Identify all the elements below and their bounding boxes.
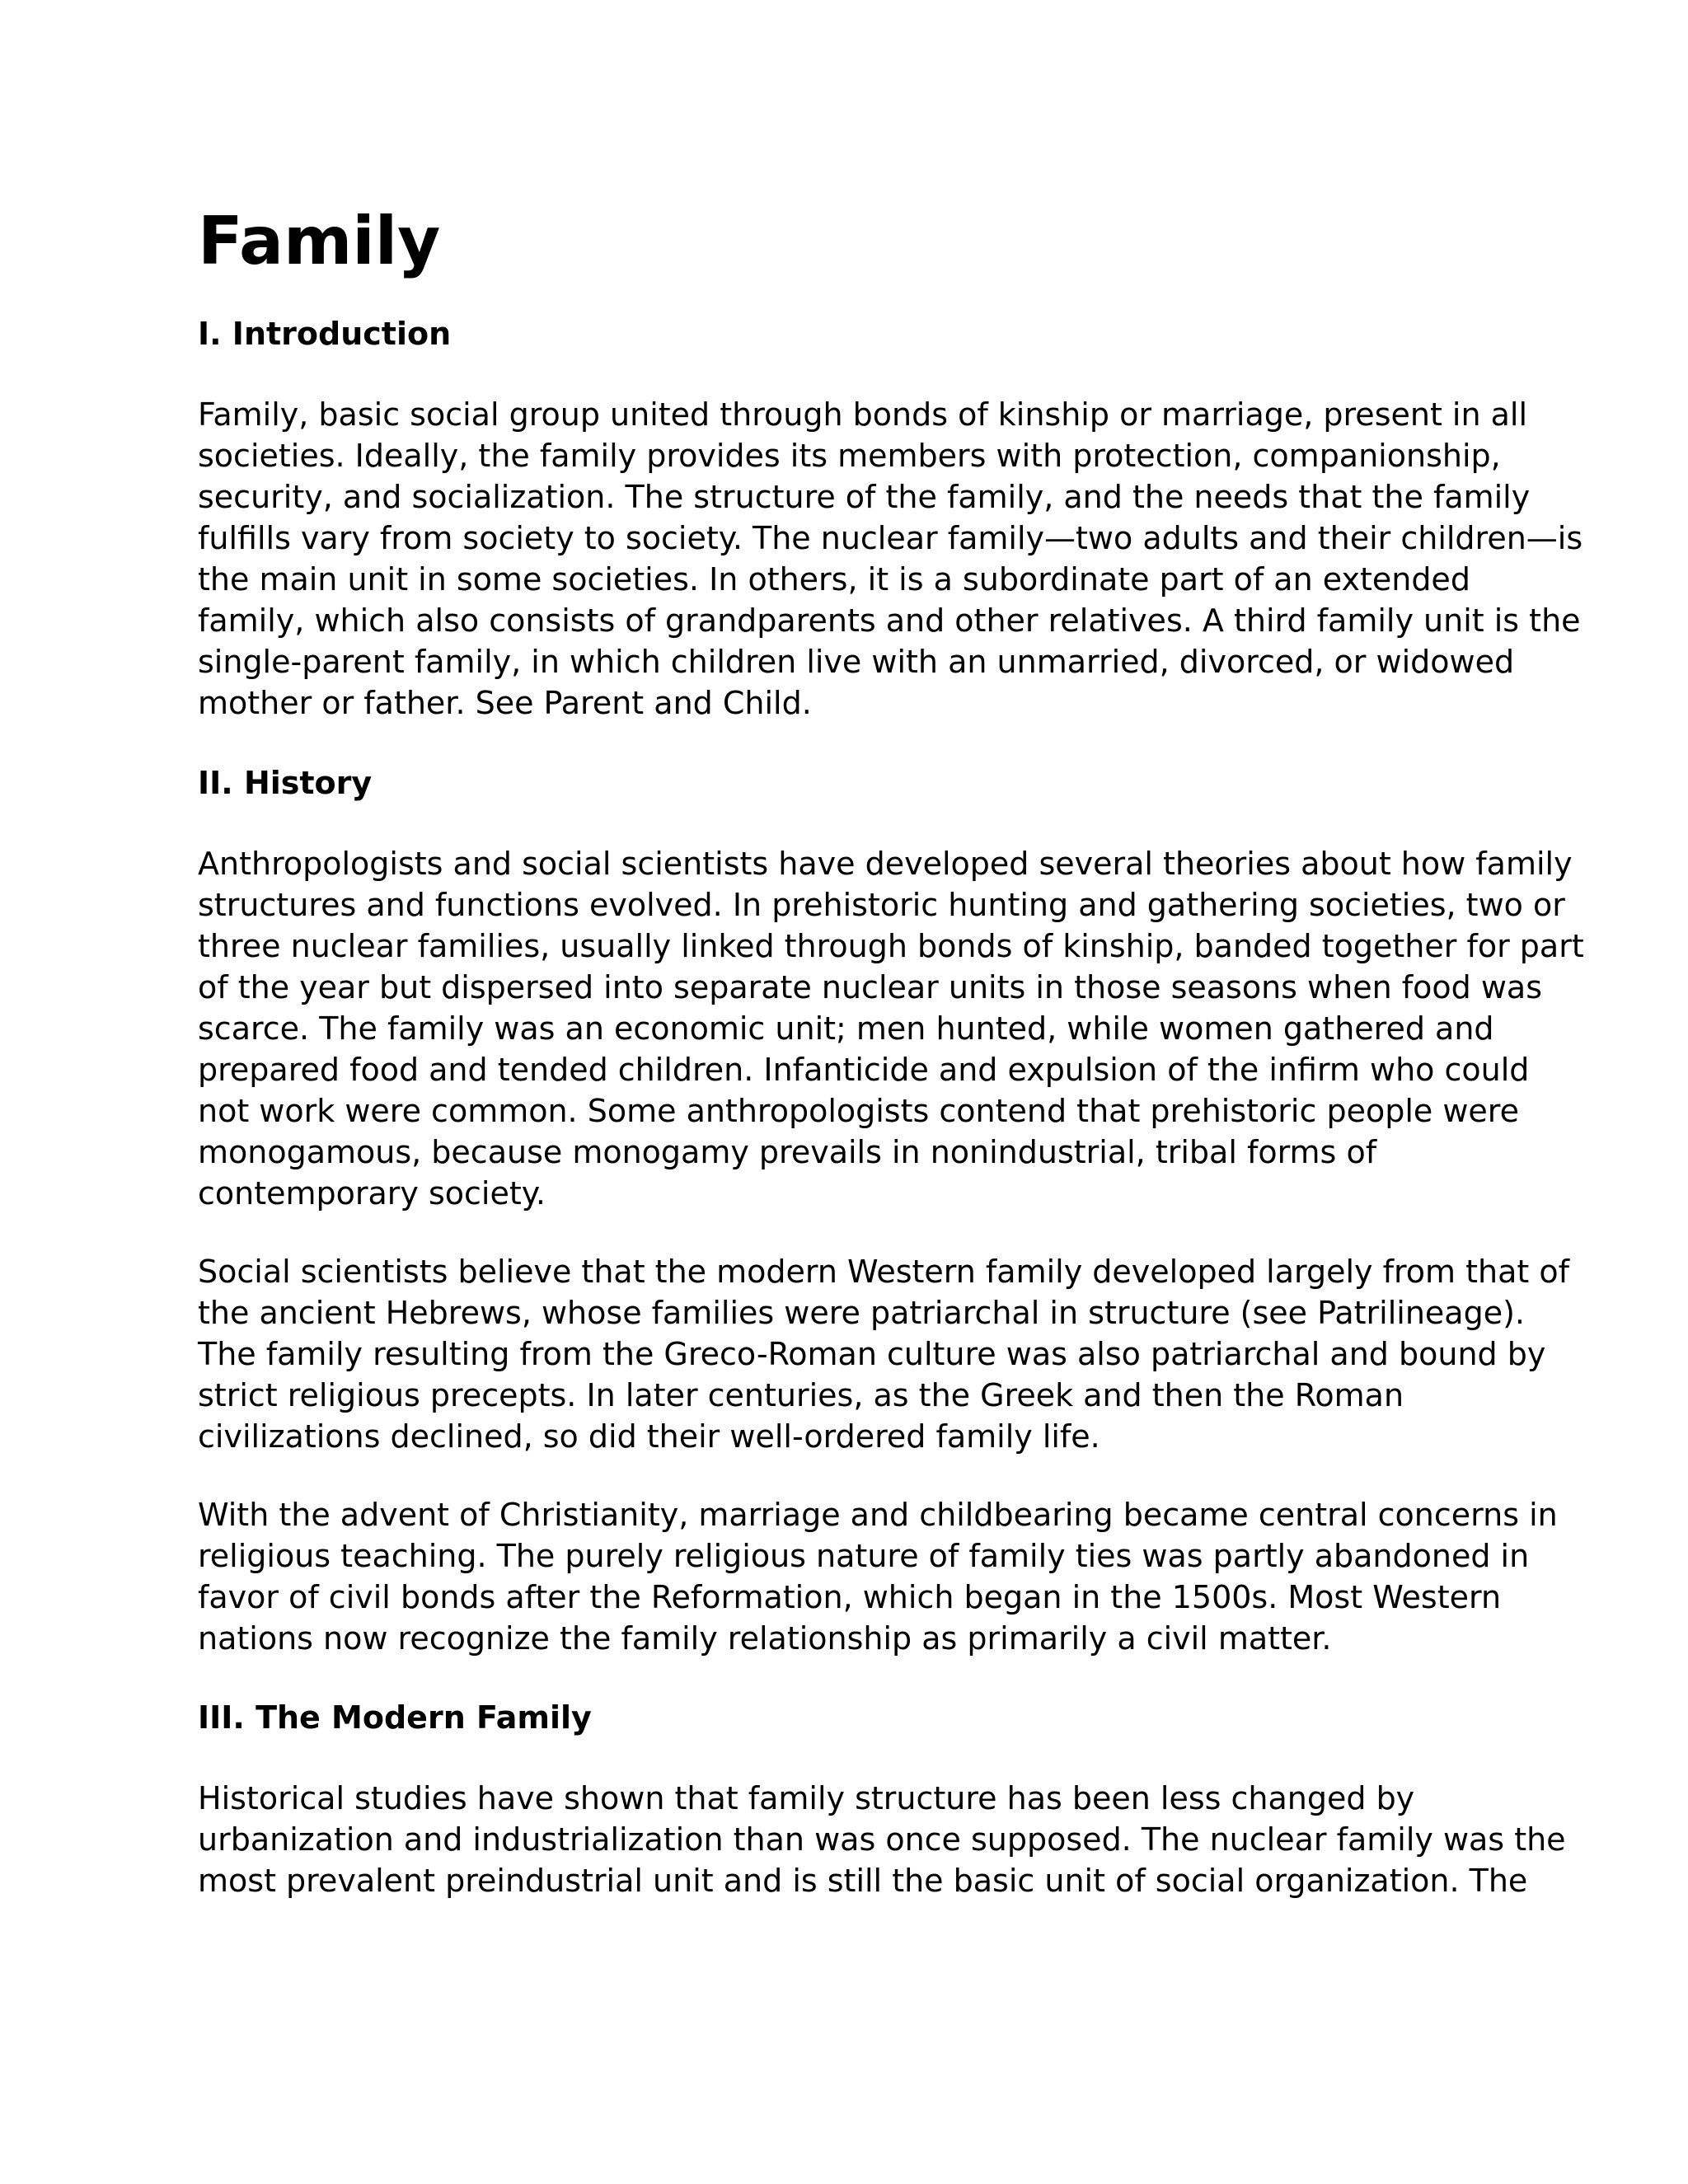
text-line: nations now recognize the family relationship as primarily a civil matter. [198,1620,1332,1657]
text-line: security, and socialization. The structure of the family, and the needs that the family [198,479,1531,515]
text-line: civilizations declined, so did their well-ordered family life. [198,1418,1100,1455]
text-line: Social scientists believe that the modern Western family developed largely from that of [198,1254,1569,1290]
text-line: family, which also consists of grandparents and other relatives. A third family unit is the [198,602,1581,639]
text-line: the main unit in some societies. In others, it is a subordinate part of an extended [198,561,1470,598]
text-line: favor of civil bonds after the Reformation, which began in the 1500s. Most Western [198,1579,1502,1615]
paragraph-history-1 [198,843,1584,1214]
text-line: structures and functions evolved. In prehistoric hunting and gathering societies, two or [198,887,1565,923]
text-line: single-parent family, in which children live with an unmarried, divorced, or widowed [198,644,1515,680]
text-line: contemporary society. [198,1175,546,1212]
text-line: Family, basic social group united through bonds of kinship or marriage, present in all [198,396,1528,433]
section-heading-introduction: I. Introduction [198,316,452,352]
text-line: fulfills vary from society to society. The nuclear family—two adults and their children—is [198,520,1583,556]
text-line: the ancient Hebrews, whose families were patriarchal in structure (see Patrilineage). [198,1295,1525,1331]
text-line: With the advent of Christianity, marriage and childbearing became central concerns in [198,1497,1558,1533]
text-line: societies. Ideally, the family provides its members with protection, companionship, [198,438,1501,474]
text-line: Historical studies have shown that family structure has been less changed by [198,1780,1415,1816]
document-title: Family [198,203,441,279]
paragraph-modern-family [198,1778,1566,1901]
text-line: strict religious precepts. In later centuries, as the Greek and then the Roman [198,1377,1404,1413]
text-line: scarce. The family was an economic unit; men hunted, while women gathered and [198,1010,1494,1047]
text-line: most prevalent preindustrial unit and is still the basic unit of social organization. The [198,1863,1528,1899]
text-line: Anthropologists and social scientists have developed several theories about how family [198,846,1573,882]
text-line: mother or father. See Parent and Child. [198,685,812,721]
paragraph-history-2 [198,1251,1569,1457]
paragraph-introduction [198,394,1582,724]
section-heading-history: II. History [198,765,373,801]
text-line: urbanization and industrialization than was once supposed. The nuclear family was the [198,1821,1566,1858]
text-line: three nuclear families, usually linked through bonds of kinship, banded together for part [198,928,1584,964]
text-line: The family resulting from the Greco-Roman culture was also patriarchal and bound by [198,1336,1546,1372]
paragraph-history-3 [198,1494,1558,1659]
text-line: prepared food and tended children. Infanticide and expulsion of the infirm who could [198,1052,1530,1088]
text-line: of the year but dispersed into separate nuclear units in those seasons when food was [198,969,1542,1005]
text-line: monogamous, because monogamy prevails in nonindustrial, tribal forms of [198,1134,1377,1170]
text-line: not work were common. Some anthropologists contend that prehistoric people were [198,1093,1519,1129]
text-line: religious teaching. The purely religious nature of family ties was partly abandoned in [198,1538,1530,1574]
section-heading-modern-family: III. The Modern Family [198,1699,592,1736]
